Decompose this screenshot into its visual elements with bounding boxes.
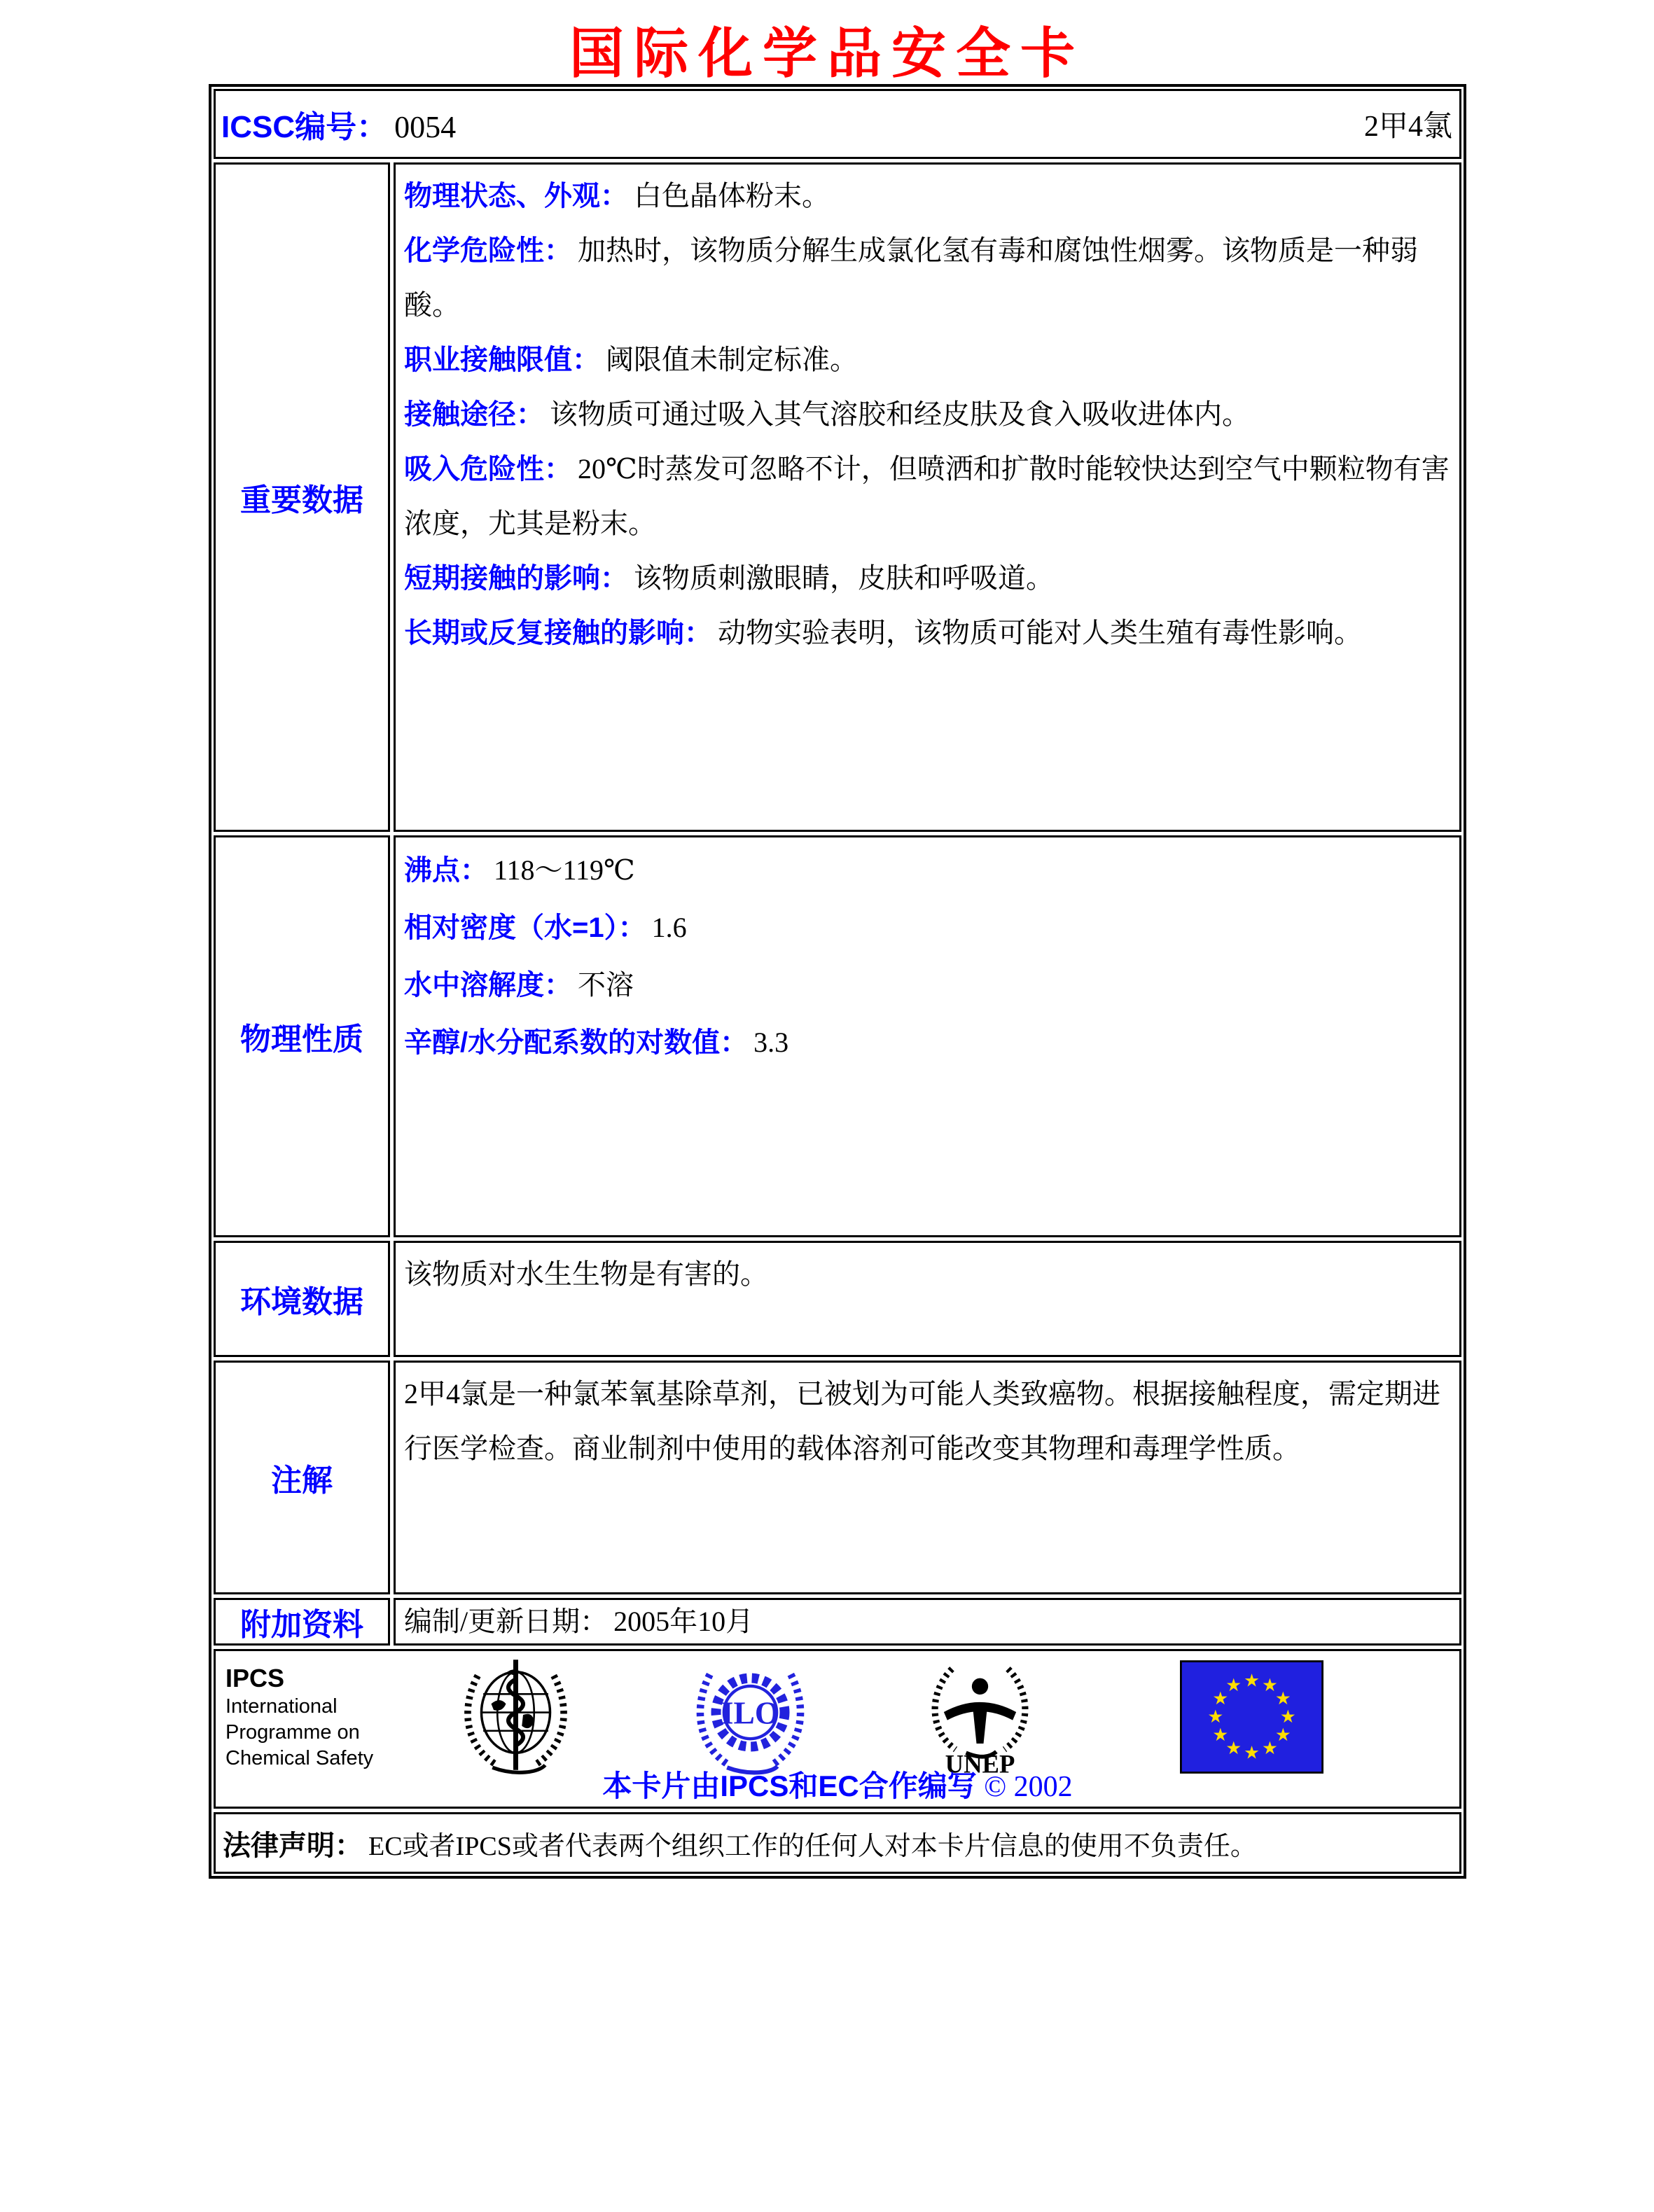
section-label-cell	[214, 1361, 390, 1594]
data-item: 2甲4氯是一种氯苯氧基除草剂，已被划为可能人类致癌物。根据接触程度，需定期进行医学检查。商业制剂中使用的载体溶剂可能改变其物理和毒理学性质。	[404, 1378, 1440, 1464]
svg-text:★: ★	[1244, 1743, 1260, 1763]
svg-text:★: ★	[1225, 1738, 1242, 1758]
svg-text:★: ★	[1261, 1676, 1278, 1696]
data-item: 职业接触限值： 阈限值未制定标准。	[404, 344, 858, 375]
section-label-cell	[214, 1241, 390, 1357]
section-content-cell	[394, 835, 1461, 1237]
svg-text:★: ★	[1225, 1676, 1242, 1696]
data-item: 相对密度（水=1）： 1.6	[404, 912, 687, 943]
copyright-year: © 2002	[984, 1771, 1073, 1803]
svg-text:★: ★	[1274, 1725, 1291, 1745]
section-content-cell	[394, 1241, 1461, 1357]
update-date-label: 编制/更新日期：	[404, 1606, 609, 1637]
section-label-cell	[214, 835, 390, 1237]
ipcs-acronym: IPCS	[225, 1663, 285, 1692]
svg-text:★: ★	[1212, 1689, 1229, 1709]
legal-row	[214, 1812, 1461, 1874]
copyright-line	[216, 1763, 1459, 1805]
data-item: 该物质对水生生物是有害的。	[404, 1258, 768, 1290]
section-label: 附加资料	[240, 1608, 363, 1642]
footer-cell	[214, 1649, 1461, 1809]
update-date-value: 2005年10月	[613, 1606, 754, 1637]
unep-logo-icon	[919, 1656, 1041, 1779]
svg-text:ILO: ILO	[721, 1694, 780, 1730]
svg-text:★: ★	[1207, 1707, 1224, 1727]
footer-row	[214, 1649, 1461, 1809]
data-item: 沸点： 118～119℃	[404, 854, 635, 886]
data-item: 物理状态、外观： 白色晶体粉末。	[404, 180, 830, 211]
icsc-number-group	[221, 102, 456, 146]
svg-text:UNEP: UNEP	[945, 1749, 1015, 1779]
data-item: 短期接触的影响： 该物质刺激眼睛，皮肤和呼吸道。	[404, 562, 1054, 594]
section-important-data	[214, 162, 1461, 832]
data-item: 长期或反复接触的影响： 动物实验表明，该物质可能对人类生殖有毒性影响。	[404, 617, 1362, 648]
svg-text:★: ★	[1274, 1689, 1291, 1709]
ilo-logo-icon	[686, 1656, 815, 1779]
page-title: 国际化学品安全卡	[569, 22, 1085, 84]
section-content-cell	[394, 1598, 1461, 1646]
section-content-cell	[394, 1361, 1461, 1594]
who-logo-icon	[451, 1656, 581, 1779]
data-item: 接触途径： 该物质可通过吸入其气溶胶和经皮肤及食入吸收进体内。	[404, 398, 1250, 430]
legal-text: EC或者IPCS或者代表两个组织工作的任何人对本卡片信息的使用不负责任。	[368, 1831, 1257, 1861]
eu-flag-icon	[1180, 1660, 1323, 1774]
ipcs-logo: IPCS International Programme on Chemical Safety	[225, 1663, 415, 1772]
icsc-number-label: ICSC编号：	[221, 110, 388, 144]
logos-row	[225, 1657, 1450, 1777]
svg-text:★: ★	[1261, 1738, 1278, 1758]
card-header-row	[214, 89, 1461, 159]
data-item: 辛醇/水分配系数的对数值： 3.3	[404, 1027, 789, 1058]
section-additional-info	[214, 1598, 1461, 1646]
section-notes	[214, 1361, 1461, 1594]
section-label: 注解	[271, 1463, 333, 1498]
icsc-card	[209, 84, 1466, 1879]
data-item: 吸入危险性： 20℃时蒸发可忽略不计，但喷洒和扩散时能较快达到空气中颗粒物有害浓度，尤其是粉末。	[404, 453, 1450, 539]
section-label: 物理性质	[240, 1022, 363, 1057]
icsc-number-value: 0054	[394, 110, 457, 144]
section-physical-properties	[214, 835, 1461, 1237]
copyright-text: 本卡片由IPCS和EC合作编写	[602, 1769, 977, 1802]
section-label: 环境数据	[240, 1285, 363, 1319]
section-label-cell	[214, 1598, 390, 1646]
chemical-name: 2甲4氯	[1363, 111, 1452, 143]
data-item: 水中溶解度： 不溶	[404, 969, 634, 1001]
data-item: 化学危险性： 加热时，该物质分解生成氯化氢有毒和腐蚀性烟雾。该物质是一种弱酸。	[404, 235, 1418, 321]
data-item	[404, 1594, 753, 1649]
svg-text:★: ★	[1212, 1725, 1229, 1745]
section-label: 重要数据	[240, 483, 363, 517]
legal-cell	[214, 1812, 1461, 1874]
svg-text:★: ★	[1244, 1671, 1260, 1691]
card-header-cell	[214, 89, 1461, 159]
section-content-cell	[394, 162, 1461, 832]
section-label-cell	[214, 162, 390, 832]
svg-text:★: ★	[1279, 1707, 1296, 1727]
section-environmental-data	[214, 1241, 1461, 1357]
legal-label: 法律声明：	[223, 1830, 363, 1861]
